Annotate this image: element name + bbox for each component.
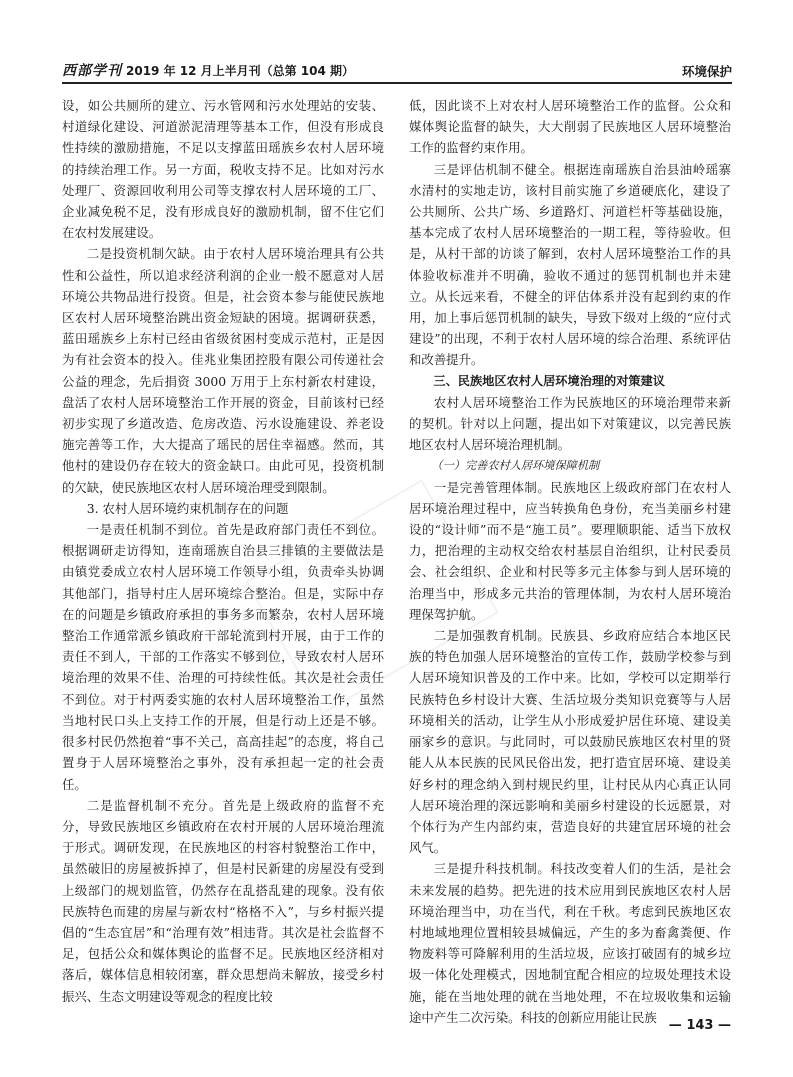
numbered-subheading: 3. 农村人居环境约束机制存在的问题: [86, 500, 289, 516]
journal-name: 西部学刊: [62, 63, 122, 79]
paragraph: 三是评估机制不健全。根据连南瑶族自治县油岭瑶寨水清村的实地走访，该村目前实施了乡道硬底化，建设了公共厕所、公共广场、乡道路灯、河道栏杆等基础设施，基本完成了农村人居环境整治的一期工程，等待验收。但是，从村干部的访谈了解到，农村人居环境整治工作的具体验收标准并不明确，验收不通过的惩罚机制也并未建立。从长远来看，不健全的评估体系并没有起到约束的作用，加上事后惩罚机制的缺失，导致下级对上级的“应付式建设”的出现，不利于农村人居环境的综合治理、系统评估和改善提升。: [409, 161, 731, 368]
paragraph: 三是提升科技机制。科技改变着人们的生活，是社会未来发展的趋势。把先进的技术应用到民族地区农村人居环境治理当中，功在当代，利在千秋。考虑到民族地区农村地域地理位置相较县城偏远，产生的多为畜禽粪便、作物废料等可降解利用的生活垃圾，应该打破固有的城乡垃圾一体化处理模式，因地制宜配合相应的垃圾处理技术设施，能在当地处理的就在当地处理，不在垃圾收集和运输途中产生二次污染。科技的创新应用能让民族: [409, 861, 731, 1025]
paragraph: 二是监督机制不充分。首先是上级政府的监督不充分，导致民族地区乡镇政府在农村开展的人居环境治理流于形式。调研发现，在民族地区的村容村貌整治工作中，虽然破旧的房屋被拆掉了，但是村民新建的房屋没有受到上级部门的规划监管，仍然存在乱搭乱建的现象。没有依民族特色而建的房屋与新农村“格格不入”，与乡村振兴提倡的“生态宜居”和“治理有效”相违背。其次是社会监督不足，包括公众和媒体舆论的监督不足。民族地区经济相对落后，媒体信息相较闭塞，群众思想尚未解放，接受乡村振兴、生态文明建设等观念的程度比较: [62, 797, 384, 1004]
right-column: [409, 95, 731, 1028]
subsection-heading: （一）完善农村人居环境保障机制: [431, 459, 600, 473]
left-column: [62, 95, 384, 1007]
section-heading: 三、民族地区农村人居环境治理的对策建议: [433, 373, 665, 388]
page-header: [62, 60, 732, 84]
paragraph: 一是完善管理体制。民族地区上级政府部门在农村人居环境治理过程中，应当转换角色身份，充当美丽乡村建设的“设计师”而不是“施工员”。要理顺职能、适当下放权力，把治理的主动权交给农村基层自治组织，让村民委员会、社会组织、企业和村民等多元主体参与到人居环境的治理当中，形成多元共治的管理体制，为农村人居环境治理保驾护航。: [409, 479, 731, 622]
section-name: 环境保护: [681, 64, 732, 79]
paragraph: 设，如公共厕所的建立、污水管网和污水处理站的安装、村道绿化建设、河道淤泥清理等基本工作，但没有形成良性持续的激励措施，不足以支撑蓝田瑶族乡农村人居环境的持续治理工作。另一方面，税收支持不足。比如对污水处理厂、资源回收利用公司等支撑农村人居环境的工厂、企业减免税不足，没有形成良好的激励机制，留不住它们在农村发展建设。: [62, 98, 384, 241]
paragraph: 二是加强教育机制。民族县、乡政府应结合本地区民族的特色加强人居环境整治的宣传工作，鼓励学校参与到人居环境知识普及的工作中来。比如，学校可以定期举行民族特色乡村设计大赛、生活垃圾分类知识竞赛等与人居环境相关的活动，让学生从小形成爱护居住环境、建设美丽家乡的意识。与此同时，可以鼓励民族地区农村里的贤能人从本民族的民风民俗出发，把打造宜居环境、建设美好乡村的理念纳入到村规民约里，让村民从内心真正认同人居环境治理的深远影响和美丽乡村建设的长远愿景，对个体行为产生内部约束，营造良好的共建宜居环境的社会风气。: [409, 628, 731, 856]
paragraph: 低，因此谈不上对农村人居环境整治工作的监督。公众和媒体舆论监督的缺失，大大削弱了民族地区人居环境整治工作的监督约束作用。: [409, 98, 731, 156]
paragraph: 农村人居环境整治工作为民族地区的环境治理带来新的契机。针对以上问题，提出如下对策建议，以完善民族地区农村人居环境治理机制。: [409, 394, 731, 453]
page-number: — 143 —: [668, 1018, 731, 1033]
paragraph: 二是投资机制欠缺。由于农村人居环境治理具有公共性和公益性，所以追求经济利润的企业一般不愿意对人居环境公共物品进行投资。但是，社会资本参与能使民族地区农村人居环境整治跳出资金短缺的困境。据调研获悉，蓝田瑶族乡上东村已经由省级贫困村变成示范村，正是因为有社会资本的投入。佳兆业集团控股有限公司传递社会公益的理念，先后捐资 3000 万用于上东村新农村建设，盘活了农村人居环境整治工作开展的资金，目前该村已经初步实现了乡道改造、危房改造、污水设施建设、养老设施完善等工作，大大提高了瑶民的居住幸福感。然而，其他村的建设仍存在较大的资金缺口。由此可见，投资机制的欠缺，使民族地区农村人居环境治理受到限制。: [62, 246, 384, 495]
journal-issue: 2019 年 12 月上半月刊（总第 104 期）: [126, 64, 355, 78]
paragraph: 一是责任机制不到位。首先是政府部门责任不到位。根据调研走访得知，连南瑶族自治县三排镇的主要做法是由镇党委成立农村人居环境工作领导小组，负责牵头协调其他部门，指导村庄人居环境综合整治。但是，实际中存在的问题是乡镇政府承担的事务多而繁杂，农村人居环境整治工作通常派乡镇政府干部轮流到村开展，由于工作的责任不到人，干部的工作落实不够到位，导致农村人居环境治理的效果不佳、治理的可持续性低。其次是社会责任不到位。对于村两委实施的农村人居环境整治工作，虽然当地村民口头上支持工作的开展，但是行动上还是不够。很多村民仍然抱着“事不关己，高高挂起”的态度，将自己置身于人居环境整治之事外，没有承担起一定的社会责任。: [62, 522, 384, 792]
journal-info: [62, 60, 354, 80]
